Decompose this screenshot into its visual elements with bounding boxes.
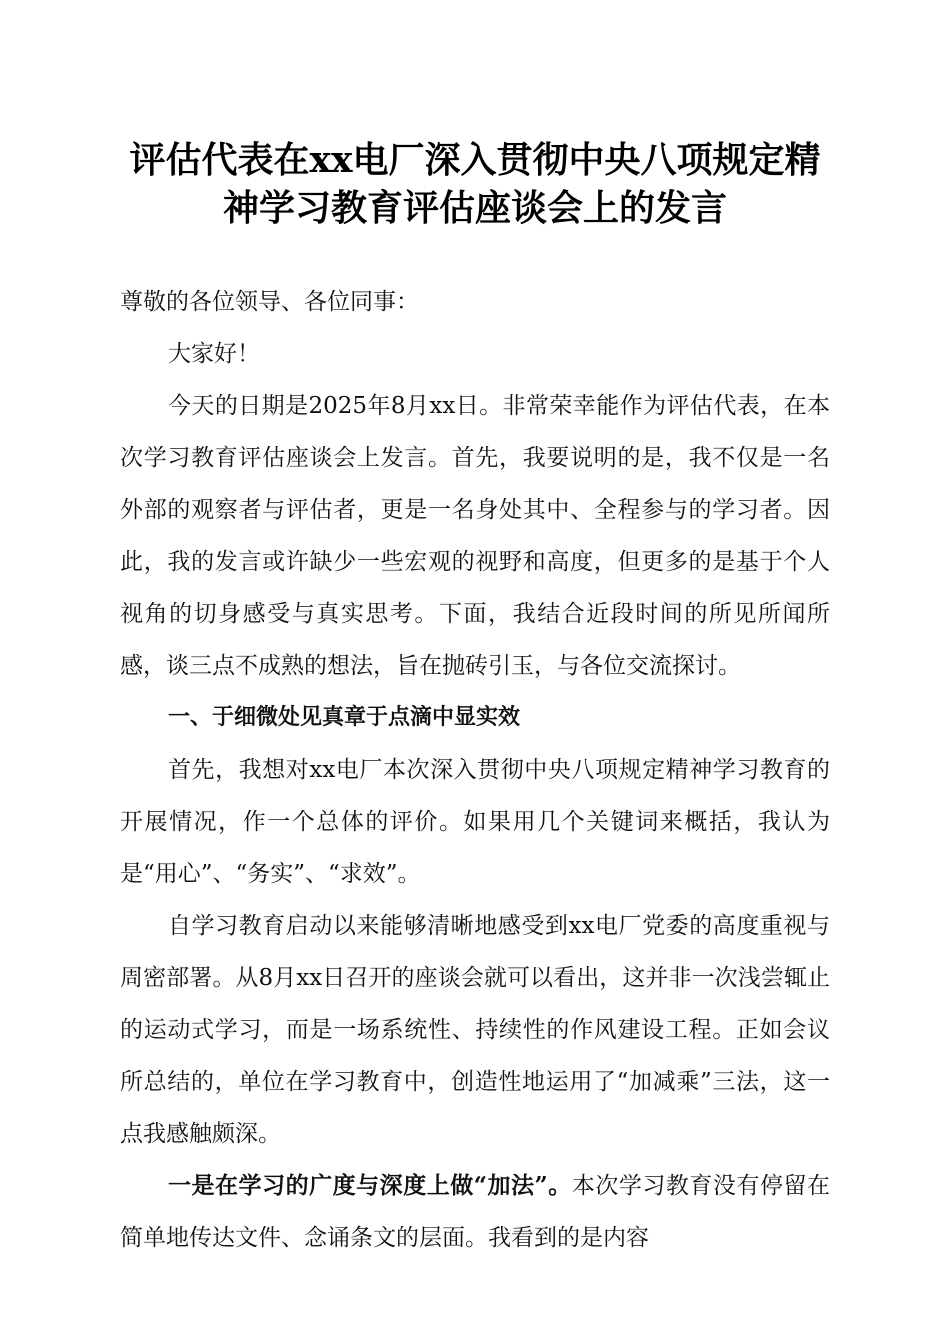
paragraph-deployment: 自学习教育启动以来能够清晰地感受到xx电厂党委的高度重视与周密部署。从8月xx日召开的座谈会就可以看出，这并非一次浅尝辄止的运动式学习，而是一场系统性、持续性的作风建设工程。正如会议所总结的，单位在学习教育中，创造性地运用了“加减乘”三法，这一点我感触颇深。: [120, 913, 830, 1147]
document-title-line-1: 评估代表在xx电厂深入贯彻中央八项规定精: [129, 139, 821, 181]
document-body: [120, 276, 830, 1264]
paragraph-intro: 今天的日期是2025年8月xx日。非常荣幸能作为评估代表，在本次学习教育评估座谈会上发言。首先，我要说明的是，我不仅是一名外部的观察者与评估者，更是一名身处其中、全程参与的学习者。因此，我的发言或许缺少一些宏观的视野和高度，但更多的是基于个人视角的切身感受与真实思考。下面，我结合近段时间的所见所闻所感，谈三点不成熟的想法，旨在抛砖引玉，与各位交流探讨。: [120, 393, 830, 679]
paragraph-addition-method: [120, 1160, 830, 1264]
section-heading-1: 一、于细微处见真章于点滴中显实效: [168, 705, 521, 730]
greeting: 大家好！: [168, 341, 260, 367]
salutation: 尊敬的各位领导、各位同事：: [120, 289, 419, 315]
document-title-line-2: 神学习教育评估座谈会上的发言: [222, 187, 727, 229]
paragraph-overall-evaluation: 首先，我想对xx电厂本次深入贯彻中央八项规定精神学习教育的开展情况，作一个总体的评价。如果用几个关键词来概括，我认为是“用心”、“务实”、“求效”。: [120, 757, 830, 887]
paragraph-body-text: 本次学习教育没有停留在简单地传达文件、念诵条文的层面。我看到的是内容: [120, 1173, 831, 1251]
paragraph-lead-text: 一是在学习的广度与深度上做“加法”。: [168, 1172, 572, 1199]
